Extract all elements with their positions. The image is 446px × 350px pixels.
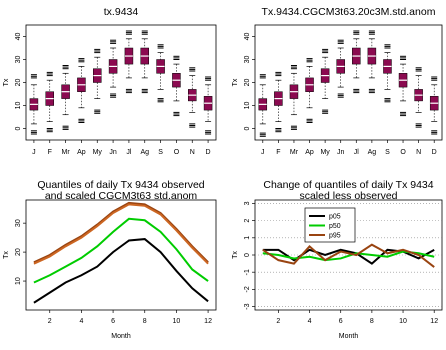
chart-title-3-line1: Quantiles of daily Tx 9434 observed: [37, 179, 205, 191]
x-tick-label: Ag: [367, 149, 377, 156]
y-tick-label: 2: [244, 218, 251, 223]
y-tick-label: 0: [244, 126, 251, 131]
x-tick-label: F: [47, 149, 52, 156]
y-tick-label: 30: [15, 219, 22, 228]
x-tick-label: 8: [369, 318, 374, 325]
x-tick-label: N: [189, 149, 195, 156]
x-tick-label: 8: [142, 318, 147, 325]
x-tick-label: 2: [276, 318, 281, 325]
y-tick-label: -1: [244, 269, 251, 276]
y-tick-label: 10: [15, 277, 22, 285]
x-tick-label: Jn: [109, 149, 117, 156]
x-tick-label: D: [205, 149, 211, 156]
legend-label-p05: p05: [329, 213, 341, 221]
x-tick-label: 10: [172, 318, 181, 325]
x-tick-label: 4: [79, 318, 84, 325]
y-axis-label: Tx: [3, 251, 10, 259]
chart-title-3-line2: and scaled CGCM3t63 std.anom: [44, 190, 198, 202]
chart-title-1: tx.9434: [103, 6, 139, 18]
y-tick-label: -3: [244, 303, 251, 310]
x-tick-label: J: [32, 149, 36, 156]
x-tick-label: My: [92, 149, 102, 156]
x-tick-label: Mr: [289, 149, 299, 156]
x-tick-label: S: [158, 149, 163, 156]
x-tick-label: J: [261, 149, 265, 156]
x-axis-label: Month: [338, 333, 359, 340]
x-tick-label: Ap: [77, 149, 86, 156]
y-axis-label: Tx: [232, 78, 239, 87]
y-tick-label: 40: [244, 32, 251, 41]
plot-frame-1: [26, 25, 216, 140]
plot-frame-2: [255, 25, 442, 140]
x-tick-label: Jl: [353, 149, 359, 156]
y-axis-label: Tx: [232, 251, 239, 259]
chart-title-4-line1: Change of quantiles of daily Tx 9434: [263, 179, 434, 191]
x-tick-label: O: [173, 149, 180, 156]
x-tick-label: N: [416, 149, 422, 156]
y-tick-label: 3: [244, 201, 251, 206]
x-tick-label: My: [320, 149, 330, 156]
legend-label-p95: p95: [329, 232, 341, 240]
y-tick-label: 20: [244, 78, 251, 87]
x-tick-label: Jl: [126, 149, 132, 156]
x-tick-label: 12: [430, 318, 439, 325]
y-axis-label: Tx: [3, 78, 10, 87]
x-tick-label: S: [385, 149, 390, 156]
x-axis-label: Month: [111, 333, 131, 340]
y-tick-label: -2: [244, 286, 251, 293]
y-tick-label: 20: [15, 78, 22, 87]
series-line-p95: [34, 203, 208, 262]
y-tick-label: 10: [15, 101, 22, 110]
y-tick-label: 0: [244, 253, 251, 257]
x-tick-label: 6: [338, 318, 343, 325]
y-tick-label: 10: [244, 101, 251, 110]
y-tick-label: 20: [15, 248, 22, 257]
x-tick-label: 12: [204, 318, 212, 325]
x-tick-label: D: [431, 149, 437, 156]
x-tick-label: Jn: [337, 149, 345, 156]
y-tick-label: 30: [15, 55, 22, 64]
plot-frame-3: [26, 200, 216, 310]
x-tick-label: 2: [47, 318, 52, 325]
x-tick-label: 6: [111, 318, 116, 325]
chart-title-4-line2: scaled less observed: [299, 190, 398, 202]
x-tick-label: 10: [399, 318, 407, 325]
x-tick-label: F: [276, 149, 281, 156]
x-tick-label: Mr: [61, 149, 70, 156]
x-tick-label: Ag: [140, 149, 150, 156]
x-tick-label: 4: [307, 318, 312, 325]
y-tick-label: 30: [244, 55, 251, 64]
legend-label-p50: p50: [329, 223, 341, 230]
y-tick-label: 0: [15, 126, 22, 131]
chart-title-2: Tx.9434.CGCM3t63.20c3M.std.anom: [261, 6, 436, 18]
y-tick-label: 1: [244, 235, 251, 240]
x-tick-label: Ap: [305, 149, 314, 156]
x-tick-label: O: [400, 149, 406, 156]
y-tick-label: 40: [15, 32, 22, 41]
